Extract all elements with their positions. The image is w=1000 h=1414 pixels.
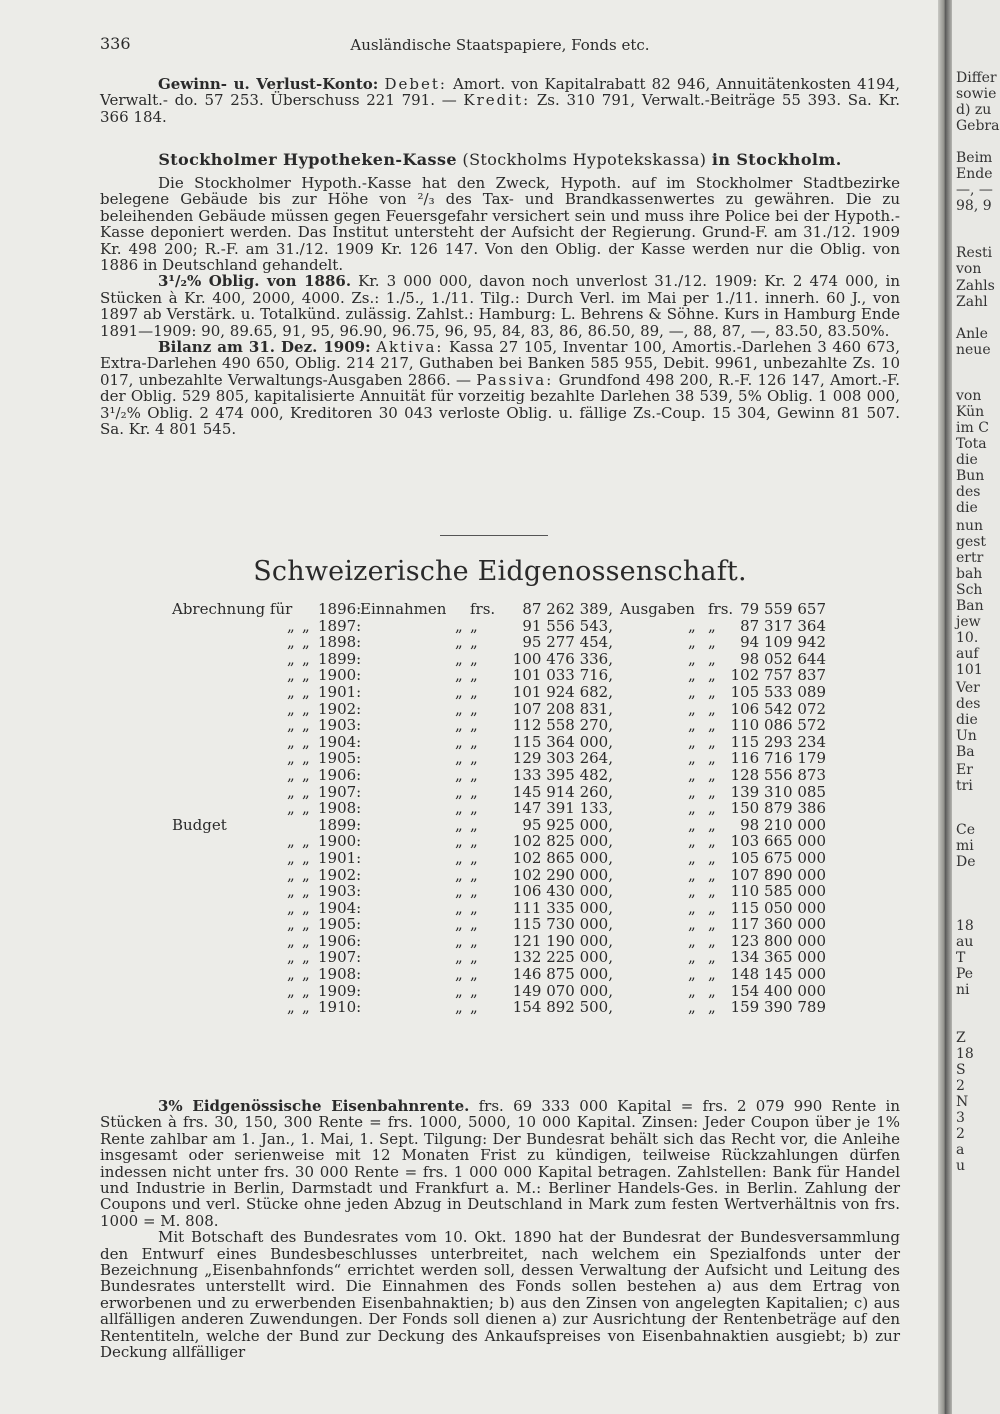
neighbor-text-fragment: Un (956, 728, 977, 744)
budget-row: „ „ 1909: „ „ 149 070 000, „ „ 154 400 000 (287, 981, 826, 1000)
table-row: „ „ 1898: „ „ 95 277 454, „ „ 94 109 942 (287, 633, 826, 652)
neighbor-text-fragment: Ver (956, 680, 980, 696)
section-divider (440, 535, 548, 536)
neighbor-text-fragment: 10. (956, 630, 979, 646)
swiss-text (100, 1098, 900, 1361)
table-row: „ „ 1908: „ „ 147 391 133, „ „ 150 879 386 (287, 799, 826, 818)
neighbor-text-fragment: 18 (956, 1046, 974, 1062)
budget-row: „ „ 1901: „ „ 102 865 000, „ „ 105 675 000 (287, 848, 826, 867)
stockholm-heading: Stockholmer Hypotheken-Kasse (Stockholms Hypotekskassa) in Stockholm. (158, 150, 842, 169)
neighbor-text-fragment: Kün (956, 404, 985, 420)
table-row: „ „ 1906: „ „ 133 395 482, „ „ 128 556 873 (287, 765, 826, 784)
accounts-table (100, 600, 900, 1015)
neighbor-text-fragment: ni (956, 982, 970, 998)
neighbor-text-fragment: Zahl (956, 294, 988, 310)
neighbor-text-fragment: 2 (956, 1078, 965, 1094)
table-row: „ „ 1901: „ „ 101 924 682, „ „ 105 533 089 (287, 682, 826, 701)
budget-row: „ „ 1904: „ „ 111 335 000, „ „ 115 050 000 (287, 898, 826, 917)
neighbor-text-fragment: d) zu (956, 102, 992, 118)
rente-paragraph: 3% Eidgenössische Eisenbahnrente. frs. 69 333 000 Kapital = frs. 2 079 990 Rente in Stücken à frs. 30, 150, 300 Rente = frs. 1000, 5000, 10 000 Kapital. Zinsen: Jeder Coupon über je 1% Rente zahlbar am 1. Jan., 1. Mai, 1. Sept. Tilgung: Der Bundesrat behält sich das Recht vor, die Anleihe insgesamt oder serienweise mit 12 Monaten Frist zu kündigen, teilweise Rückzahlungen dürfen indessen nicht unter frs. 30 000 Rente = frs. 1 000 000 Kapital betragen. Zahlstellen: Bank für Handel und Industrie in Berlin, Darmstadt und Frankfurt a. M.: Berliner Handels-Ges. in Berlin. Zahlung der Coupons und verl. Stücke ohne jeden Abzug in Deutschland in Mark zum festen Wertverhältnis von frs. 1000 = M. 808. (100, 1097, 900, 1230)
oblig-paragraph: 3¹/₂% Oblig. von 1886. Kr. 3 000 000, davon noch unverlost 31./12. 1909: Kr. 2 474 000, in Stücken à Kr. 400, 2000, 4000. Zs.: 1./5., 1./11. Tilg.: Durch Verl. im Mai per 1./11. innerh. 60 J., von 1897 ab Verstärk. u. Totalkünd. zulässig. Zahlst.: Hamburg: L. Behrens & Söhne. Kurs in Hamburg Ende 1891—1909: 90, 89.65, 91, 95, 96.90, 96.75, 96, 95, 84, 83, 86, 86.50, 89, —, 88, 87, —, 83.50, 83.50%. (100, 272, 901, 340)
kredit-label: Kredit: (463, 91, 531, 110)
neighbor-text-fragment: Gebra (956, 118, 1000, 134)
neighbor-text-fragment: Differ (956, 70, 997, 86)
budget-row: „ „ 1908: „ „ 146 875 000, „ „ 148 145 000 (287, 965, 826, 984)
neighbor-text-fragment: von (956, 261, 982, 277)
neighbor-text-fragment: die (956, 500, 978, 516)
neighbor-text-fragment: im C (956, 420, 989, 436)
neighbor-text-fragment: Sch (956, 582, 983, 598)
neighbor-text-fragment: 18 (956, 918, 974, 934)
stockholm-intro: Die Stockholmer Hypoth.-Kasse hat den Zweck, Hypoth. auf im Stockholmer Stadtbezirke belegene Gebäude bis zur Höhe von ²/₃ des Tax- und Brandkassenwertes zu gewähren. Die zu beleihenden Gebäude müssen gegen Feuersgefahr versichert sein und muss ihre Police bei der Hypoth.-Kasse deponiert werden. Das Institut untersteht der Aufsicht der Regierung. Grund-F. am 31./12. 1909 Kr. 498 200; R.-F. am 31./12. 1909 Kr. 126 147. Von den Oblig. der Kasse werden nur die Oblig. von 1886 in Deutschland gehandelt. (100, 174, 900, 275)
neighbor-text-fragment: u (956, 1158, 966, 1174)
table-row: „ „ 1900: „ „ 101 033 716, „ „ 102 757 837 (287, 666, 826, 685)
table-row: „ „ 1903: „ „ 112 558 270, „ „ 110 086 572 (287, 716, 826, 735)
botschaft-paragraph: Mit Botschaft des Bundesrates vom 10. Okt. 1890 hat der Bundesrat der Bundesversammlung den Entwurf eines Bundesbeschlusses unterbreitet, nach welchem ein Spezialfonds unter der Bezeichnung „Eisenbahnfonds“ errichtet werden soll, dessen Verwaltung der Aufsicht und Leitung des Bundesrates unterstellt wird. Die Einnahmen des Fonds sollen bestehen a) aus dem Ertrag von erworbenen und zu erwerbenden Eisenbahnaktien; b) aus den Zinsen von angelegten Kapitalien; c) aus allfälligen anderen Zuwendungen. Der Fonds soll dienen a) zur Ausrichtung der Rentenbeträge auf den Rententiteln, welche der Bund zur Deckung des Ankaufspreises von Eisenbahnaktien ausgiebt; b) zur Deckung allfälliger (100, 1228, 900, 1362)
neighbor-text-fragment: Anle (956, 326, 988, 342)
neighbor-text-fragment: jew (956, 614, 981, 630)
debet-label: Debet: (384, 75, 447, 93)
bilanz-paragraph: Bilanz am 31. Dez. 1909: Aktiva: Kassa 27 105, Inventar 100, Amortis.-Darlehen 3 460 673, Extra-Darlehen 490 650, Oblig. 214 217, Guthaben bei Banken 585 955, Debit. 9961, unbezahlte Zs. 10 017, unbezahlte Verwaltungs-Ausgaben 2866. — Passiva: Grundfond 498 200, R.-F. 126 147, Amort.-F. der Oblig. 529 805, kapitalisierte Annuität für vorzeitig bezahlte Darlehen 38 539, 5% Oblig. 1 008 000, 3¹/₂% Oblig. 2 474 000, Kreditoren 30 043 verloste Oblig. u. fällige Zs.-Coup. 15 304, Gewinn 81 507. Sa. Kr. 4 801 545. (100, 338, 900, 439)
neighbor-text-fragment: De (956, 854, 976, 870)
neighbor-text-fragment: Er (956, 762, 973, 778)
neighbor-text-fragment: bah (956, 566, 983, 582)
table-row: Abrechnung für 1896: Einnahmen frs. 87 262 389, Ausgaben frs. 79 559 657 (172, 600, 826, 618)
neighbor-text-fragment: N (956, 1094, 969, 1110)
gewinn-verlust-paragraph: Gewinn- u. Verlust-Konto: Debet: Amort. von Kapitalrabatt 82 946, Annuitätenkosten 4194, Verwalt.- do. 57 253. Überschuss 221 791. — Kredit: Zs. 310 791, Verwalt.-Beiträge 55 393. Sa. Kr. 366 184. (100, 75, 900, 126)
neighbor-text-fragment: Z (956, 1030, 966, 1046)
budget-row: „ „ 1902: „ „ 102 290 000, „ „ 107 890 000 (287, 865, 826, 884)
table-row: „ „ 1907: „ „ 145 914 260, „ „ 139 310 085 (287, 782, 826, 801)
neighbor-text-fragment: T (956, 950, 966, 966)
neighbor-text-fragment: 101 (956, 662, 983, 678)
neighbor-text-fragment: 2 (956, 1126, 965, 1142)
page-header (100, 34, 900, 56)
neighbor-text-fragment: tri (956, 778, 973, 794)
page-number: 336 (100, 34, 131, 53)
neighbor-text-fragment: Bun (956, 468, 985, 484)
neighbor-text-fragment: 98, 9 (956, 198, 992, 214)
table-row: „ „ 1899: „ „ 100 476 336, „ „ 98 052 644 (287, 649, 826, 668)
neighbor-text-fragment: mi (956, 838, 974, 854)
neighbor-text-fragment: des (956, 484, 981, 500)
neighbor-text-fragment: Ba (956, 744, 975, 760)
adjacent-page-fragment (952, 0, 1000, 1414)
neighbor-text-fragment: von (956, 388, 982, 404)
neighbor-text-fragment: Ce (956, 822, 975, 838)
stockholm-section (100, 175, 900, 438)
neighbor-text-fragment: Beim (956, 150, 993, 166)
neighbor-text-fragment: Resti (956, 245, 993, 261)
neighbor-text-fragment: des (956, 696, 981, 712)
neighbor-text-fragment: 3 (956, 1110, 965, 1126)
neighbor-text-fragment: neue (956, 342, 991, 358)
neighbor-text-fragment: auf (956, 646, 979, 662)
table-row: „ „ 1904: „ „ 115 364 000, „ „ 115 293 234 (287, 732, 826, 751)
gv-lead: Gewinn- u. Verlust-Konto: (158, 75, 379, 93)
neighbor-text-fragment: die (956, 712, 978, 728)
neighbor-text-fragment: Ende (956, 166, 993, 182)
neighbor-text-fragment: Pe (956, 966, 974, 982)
budget-row: „ „ 1905: „ „ 115 730 000, „ „ 117 360 000 (287, 915, 826, 934)
neighbor-text-fragment: gest (956, 534, 987, 550)
neighbor-text-fragment: Ban (956, 598, 984, 614)
neighbor-text-fragment: Tota (956, 436, 987, 452)
table-row: „ „ 1905: „ „ 129 303 264, „ „ 116 716 179 (287, 749, 826, 768)
neighbor-text-fragment: die (956, 452, 978, 468)
neighbor-text-fragment: a (956, 1142, 965, 1158)
neighbor-text-fragment: —, — (956, 182, 993, 198)
running-title: Ausländische Staatspapiere, Fonds etc. (350, 36, 650, 54)
budget-row: Budget 1899: „ „ 95 925 000, „ „ 98 210 000 (172, 815, 826, 834)
table-row: „ „ 1897: „ „ 91 556 543, „ „ 87 317 364 (287, 616, 826, 635)
neighbor-text-fragment: ertr (956, 550, 984, 566)
neighbor-text-fragment: nun (956, 518, 984, 534)
budget-row: „ „ 1910: „ „ 154 892 500, „ „ 159 390 789 (287, 998, 826, 1017)
neighbor-text-fragment: sowie (956, 86, 997, 102)
budget-row: „ „ 1906: „ „ 121 190 000, „ „ 123 800 000 (287, 931, 826, 950)
budget-row: „ „ 1903: „ „ 106 430 000, „ „ 110 585 000 (287, 882, 826, 901)
neighbor-text-fragment: S (956, 1062, 966, 1078)
page-gutter (938, 0, 952, 1414)
budget-row: „ „ 1900: „ „ 102 825 000, „ „ 103 665 000 (287, 832, 826, 851)
table-row: „ „ 1902: „ „ 107 208 831, „ „ 106 542 072 (287, 699, 826, 718)
budget-row: „ „ 1907: „ „ 132 225 000, „ „ 134 365 000 (287, 948, 826, 967)
neighbor-text-fragment: Zahls (956, 278, 995, 294)
neighbor-text-fragment: au (956, 934, 974, 950)
swiss-heading: Schweizerische Eidgenossenschaft. (253, 556, 747, 587)
